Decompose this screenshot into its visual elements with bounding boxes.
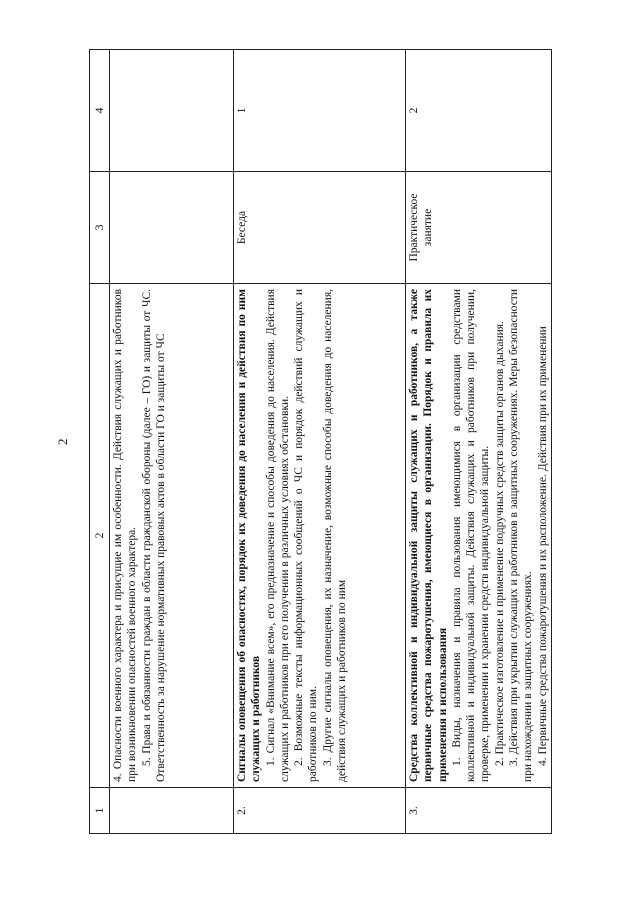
hours <box>110 50 234 172</box>
curriculum-table <box>89 49 552 834</box>
table-header-row <box>90 50 110 834</box>
topic-content <box>406 284 552 788</box>
rotated-page-content <box>89 50 549 834</box>
header-col-2: 2 <box>90 284 110 788</box>
topic-line: 1. Сигнал «Внимание всем», его предназначение и способы доведения до населения. Действия служащих и работников при его получении в различных условиях обстановки. <box>264 289 291 782</box>
topic-content <box>234 284 406 788</box>
topic-line: 3. Другие сигналы оповещения, их назначение, возможные способы доведения до населения, действия служащих и работников по ним <box>321 289 349 782</box>
hours: 2 <box>406 50 552 172</box>
header-col-1: 1 <box>90 788 110 834</box>
lesson-form <box>110 172 234 284</box>
table-row <box>110 50 234 834</box>
table-row <box>234 50 406 834</box>
topic-title: Сигналы оповещения об опасностях, порядок их доведения до населения и действия по ним служащих и работников <box>236 289 263 782</box>
page-number: 2 <box>55 438 70 445</box>
topic-line: 2. Возможные тексты информационных сообщений о ЧС и порядок действий служащих и работников по ним. <box>293 289 320 782</box>
topic-line: 1. Виды, назначения и правила пользования имеющимися в организации средствами коллективной и индивидуальной защиты. Действия служащих и работников при получении, проверке, применении и хранении средств индивидуальной защиты. <box>450 289 492 782</box>
header-col-4: 4 <box>90 50 110 172</box>
row-number: 2. <box>234 788 406 834</box>
header-col-3: 3 <box>90 172 110 284</box>
table-row <box>406 50 552 834</box>
lesson-form: Практическое занятие <box>406 172 552 284</box>
topic-line: 3. Действия при укрытии служащих и работников в защитных сооружениях. Меры безопасности при нахождении в защитных сооружениях. <box>508 289 535 782</box>
row-number: 3. <box>406 788 552 834</box>
lesson-form: Беседа <box>234 172 406 284</box>
topic-line: 4. Первичные средства пожаротушения и их расположение. Действия при их применении <box>536 326 549 766</box>
topic-line: 4. Опасности военного характера и присущие им особенности. Действия служащих и работников при возникновении опасностей военного характера. <box>112 289 139 782</box>
topic-title: Средства коллективной и индивидуальной защиты служащих и работников, а также первичные средства пожаротушения, имеющиеся в организации. Порядок и правила их применения и использования <box>408 289 449 782</box>
topic-content <box>110 284 234 788</box>
topic-line: 2. Практическое изготовление и применение подручных средств защиты органов дыхания. <box>493 321 506 766</box>
topic-line: 5. Права и обязанности граждан в области гражданской обороны (далее – ГО) и защиты от ЧС. Ответственность за нарушение нормативных правовых актов в области ГО и защиты от ЧС <box>140 289 167 782</box>
hours: 1 <box>234 50 406 172</box>
row-number <box>110 788 234 834</box>
